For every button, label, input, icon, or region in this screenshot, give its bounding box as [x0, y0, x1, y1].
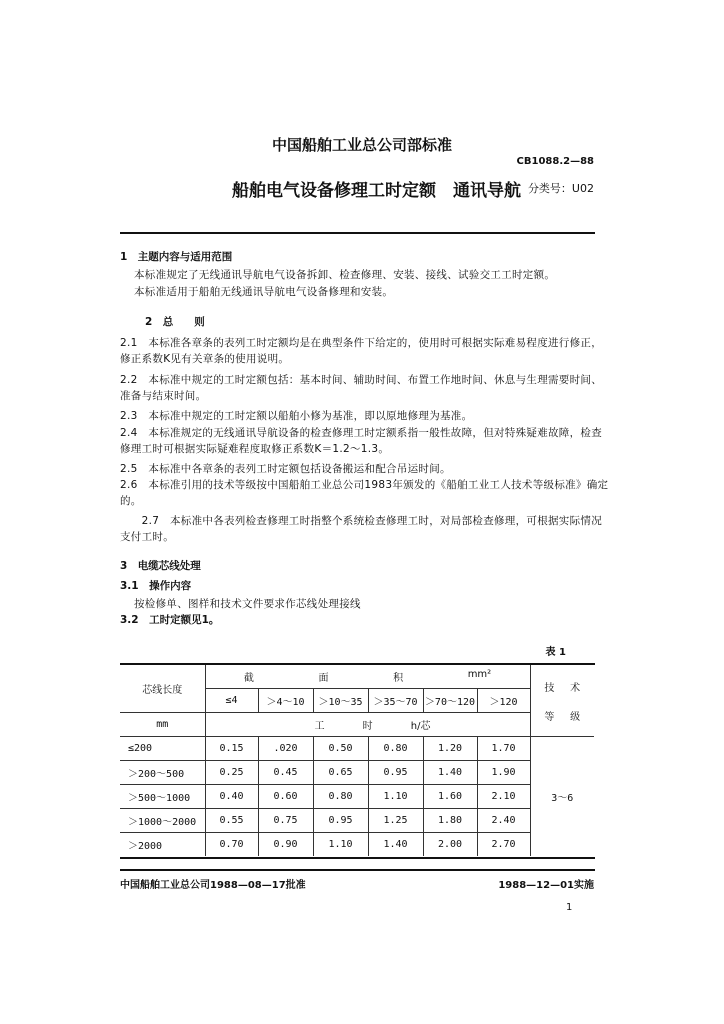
- row-header-length: 芯线长度: [120, 665, 205, 713]
- col-header: ≤4: [205, 689, 258, 713]
- hours-cell: 0.50: [313, 737, 368, 761]
- header-divider: [120, 232, 595, 234]
- section-1-heading: 1 主题内容与适用范围: [120, 251, 233, 263]
- table-row: [120, 737, 594, 761]
- hours-cell: 0.45: [258, 761, 313, 785]
- section-3-1-text: 按检修单、图样和技术文件要求作芯线处理接线: [134, 598, 361, 610]
- clause-2-5: 2.5 本标准中各章条的表列工时定额包括设备搬运和配合吊运时间。: [120, 463, 451, 475]
- length-cell: ＞2000: [120, 833, 205, 857]
- grade-label: 技: [544, 682, 555, 694]
- hours-cell: 1.60: [423, 785, 477, 809]
- table-row: [120, 761, 594, 785]
- hours-cell: 0.95: [313, 809, 368, 833]
- clause-2-2: 2.2 本标准中规定的工时定额包括：基本时间、辅助时间、布置工作地时间、休息与生理需要时间、: [120, 374, 602, 386]
- section-1-line: 本标准适用于船舶无线通讯导航电气设备修理和安装。: [134, 286, 394, 298]
- col-header: ＞35～70: [368, 689, 423, 713]
- grade-value: 3～6: [530, 737, 594, 857]
- hours-cell: 0.60: [258, 785, 313, 809]
- work-hour-table: [120, 665, 594, 856]
- clause-2-1: 2.1 本标准各章条的表列工时定额均是在典型条件下给定的，使用时可根据实际难易程度进行修正，: [120, 337, 602, 349]
- hours-cell: 2.40: [477, 809, 530, 833]
- col-header: ＞10～35: [313, 689, 368, 713]
- hours-cell: 1.25: [368, 809, 423, 833]
- clause-2-4-cont: 修理工时可根据实际疑难程度取修正系数K＝1.2～1.3。: [120, 443, 390, 455]
- row-header-unit: mm: [120, 713, 205, 737]
- hours-cell: 2.00: [423, 833, 477, 857]
- page-number: 1: [566, 902, 573, 913]
- length-cell: ≤200: [120, 737, 205, 761]
- hours-cell: 1.20: [423, 737, 477, 761]
- length-cell: ＞200～500: [120, 761, 205, 785]
- document-title: 船舶电气设备修理工时定额 通讯导航: [232, 181, 521, 201]
- clause-2-6: 2.6 本标准引用的技术等级按中国船舶工业总公司1983年颁发的《船舶工业工人技术等级标准》确定: [120, 479, 609, 491]
- hours-cell: 1.40: [368, 833, 423, 857]
- section-3-2-heading: 3.2 工时定额见1。: [120, 614, 220, 626]
- grade-header: [530, 665, 594, 737]
- table-row: [120, 785, 594, 809]
- section-3-heading: 3 电缆芯线处理: [120, 560, 201, 572]
- effective-date: 1988—12—01实施: [498, 880, 594, 891]
- unit-label: 时: [362, 721, 373, 732]
- hours-cell: 1.10: [313, 833, 368, 857]
- grade-label: 级: [570, 711, 581, 723]
- table-bottom-rule: [120, 857, 595, 859]
- col-header: ＞120: [477, 689, 530, 713]
- hours-cell: 1.10: [368, 785, 423, 809]
- hours-cell: 0.40: [205, 785, 258, 809]
- footer-divider: [120, 869, 595, 871]
- length-cell: ＞1000～2000: [120, 809, 205, 833]
- hours-cell: 0.65: [313, 761, 368, 785]
- hours-cell: 2.70: [477, 833, 530, 857]
- grade-label: 等: [544, 711, 555, 723]
- hours-cell: 0.15: [205, 737, 258, 761]
- hours-cell: 1.90: [477, 761, 530, 785]
- area-label: 截: [243, 673, 254, 684]
- issuing-org: 中国船舶工业总公司部标准: [271, 136, 452, 154]
- approval-date: 中国船舶工业总公司1988—08—17批准: [120, 880, 306, 891]
- table-row: [120, 809, 594, 833]
- clause-2-2-cont: 准备与结束时间。: [120, 390, 207, 402]
- unit-header: [205, 713, 530, 737]
- standard-number: CB1088.2—88: [516, 156, 594, 167]
- area-unit: mm²: [467, 669, 492, 680]
- unit-label: 工: [314, 721, 325, 732]
- table-caption: 表 1: [545, 647, 566, 658]
- area-label: 面: [318, 673, 329, 684]
- hours-cell: 0.70: [205, 833, 258, 857]
- hours-cell: 0.90: [258, 833, 313, 857]
- col-header: ＞4～10: [258, 689, 313, 713]
- section-2-heading: 2 总 则: [145, 316, 205, 328]
- hours-cell: 1.70: [477, 737, 530, 761]
- length-cell: ＞500～1000: [120, 785, 205, 809]
- hours-cell: 2.10: [477, 785, 530, 809]
- clause-2-6-cont: 的。: [120, 495, 142, 507]
- col-header: ＞70～120: [423, 689, 477, 713]
- classification-number: 分类号：U02: [527, 182, 594, 195]
- clause-2-1-cont: 修正系数K见有关章条的使用说明。: [120, 353, 290, 365]
- hours-cell: .020: [258, 737, 313, 761]
- hours-cell: 1.40: [423, 761, 477, 785]
- area-header: [205, 665, 530, 689]
- hours-cell: 1.80: [423, 809, 477, 833]
- hours-cell: 0.95: [368, 761, 423, 785]
- clause-2-4: 2.4 本标准规定的无线通讯导航设备的检查修理工时定额系指一般性故障，但对特殊疑难故障，检查: [120, 427, 602, 439]
- hours-cell: 0.25: [205, 761, 258, 785]
- hours-cell: 0.75: [258, 809, 313, 833]
- hours-cell: 0.80: [368, 737, 423, 761]
- clause-2-3: 2.3 本标准中规定的工时定额以船舶小修为基准，即以原地修理为基准。: [120, 410, 473, 422]
- unit-label: h/芯: [410, 721, 431, 732]
- grade-label: 术: [570, 682, 581, 694]
- hours-cell: 0.80: [313, 785, 368, 809]
- table-row: [120, 833, 594, 857]
- clause-2-7-cont: 支付工时。: [120, 531, 174, 543]
- section-3-1-heading: 3.1 操作内容: [120, 580, 192, 592]
- clause-2-7: 2.7 本标准中各表列检查修理工时指整个系统检查修理工时，对局部检查修理，可根据实际情况: [120, 515, 602, 527]
- area-label: 积: [393, 673, 404, 684]
- hours-cell: 0.55: [205, 809, 258, 833]
- section-1-line: 本标准规定了无线通讯导航电气设备拆卸、检查修理、安装、接线、试验交工工时定额。: [134, 269, 556, 281]
